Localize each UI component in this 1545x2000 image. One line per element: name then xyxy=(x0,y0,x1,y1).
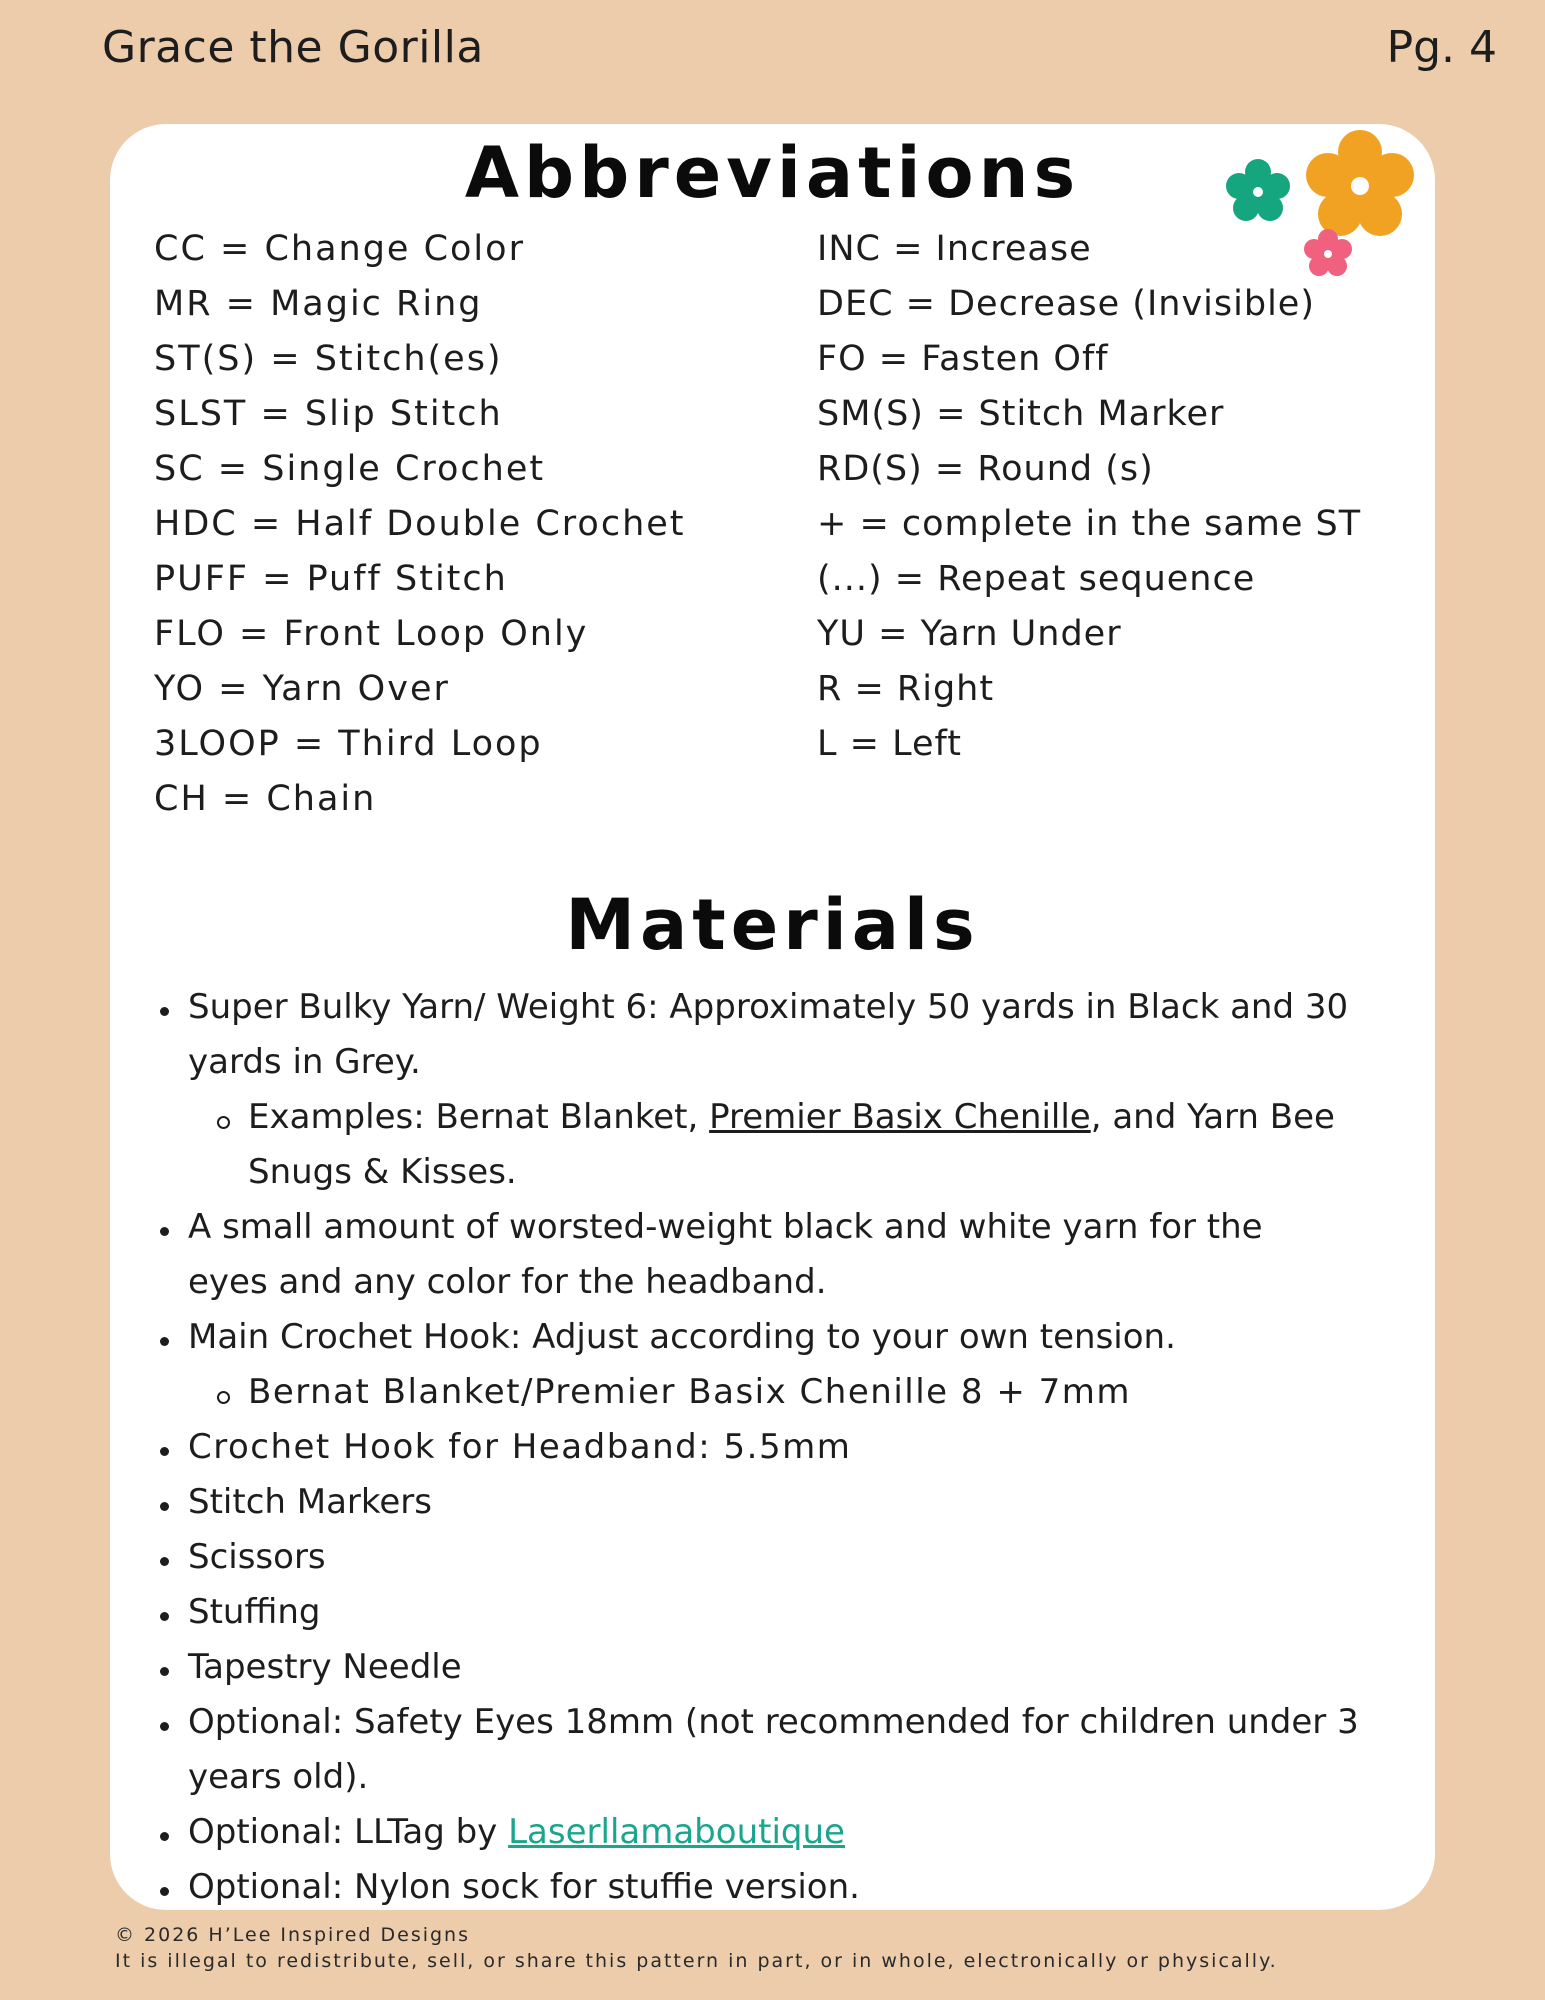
bullet-icon xyxy=(160,1557,169,1566)
bullet-icon xyxy=(160,1612,169,1621)
document-title: Grace the Gorilla xyxy=(102,22,484,73)
lltag-text: Optional: LLTag by xyxy=(188,1812,509,1852)
list-item: MR = Magic Ring xyxy=(154,284,483,324)
list-item: SLST = Slip Stitch xyxy=(154,394,503,434)
laserllamaboutique-link[interactable]: Laserllamaboutique xyxy=(508,1812,845,1852)
list-item: HDC = Half Double Crochet xyxy=(154,504,686,544)
premier-basix-chenille-link[interactable]: Premier Basix Chenille xyxy=(709,1097,1091,1137)
list-item: CC = Change Color xyxy=(154,229,525,269)
list-item: RD(S) = Round (s) xyxy=(817,449,1154,489)
list-item: CH = Chain xyxy=(154,779,377,819)
list-item xyxy=(188,1805,845,1860)
list-item: L = Left xyxy=(817,724,962,764)
abbreviations-heading: Abbreviations xyxy=(464,132,1081,214)
bullet-icon xyxy=(160,1227,169,1236)
list-item: Stitch Markers xyxy=(188,1482,432,1522)
examples-text: Examples: Bernat Blanket, xyxy=(248,1097,710,1137)
content-card xyxy=(110,124,1435,1910)
list-item: Crochet Hook for Headband: 5.5mm xyxy=(188,1427,852,1467)
abbreviations-right-list xyxy=(817,222,1361,772)
list-item: DEC = Decrease (Invisible) xyxy=(817,284,1315,324)
list-item: Stuffing xyxy=(188,1592,321,1632)
list-item: Main Crochet Hook: Adjust according to your own tension. xyxy=(188,1317,1176,1357)
bullet-icon xyxy=(160,1832,169,1841)
bullet-icon xyxy=(160,1722,169,1731)
page-header xyxy=(0,22,1545,82)
list-item-continued: Snugs & Kisses. xyxy=(248,1152,517,1192)
sub-bullet-icon xyxy=(217,1116,230,1129)
examples-text-end: , and Yarn Bee xyxy=(1090,1097,1335,1137)
copyright-text: © 2026 H’Lee Inspired Designs xyxy=(115,1924,470,1946)
list-item: FO = Fasten Off xyxy=(817,339,1109,379)
list-item-continued: yards in Grey. xyxy=(188,1042,421,1082)
bullet-icon xyxy=(160,1447,169,1456)
list-item: SM(S) = Stitch Marker xyxy=(817,394,1225,434)
list-item: YO = Yarn Over xyxy=(154,669,450,709)
list-item: A small amount of worsted-weight black and white yarn for the xyxy=(188,1207,1263,1247)
legal-notice: It is illegal to redistribute, sell, or share this pattern in part, or in whole, electronically or physically. xyxy=(115,1950,1278,1972)
sub-bullet-icon xyxy=(217,1391,230,1404)
abbreviations-left-list xyxy=(154,222,686,827)
list-item: Optional: Safety Eyes 18mm (not recommended for children under 3 xyxy=(188,1702,1359,1742)
list-item-continued: eyes and any color for the headband. xyxy=(188,1262,827,1302)
list-item: Bernat Blanket/Premier Basix Chenille 8 + 7mm xyxy=(248,1372,1131,1412)
list-item: Scissors xyxy=(188,1537,326,1577)
bullet-icon xyxy=(160,1887,169,1896)
list-item-continued: years old). xyxy=(188,1757,369,1797)
list-item: Optional: Nylon sock for stuffie version. xyxy=(188,1867,860,1907)
list-item: Tapestry Needle xyxy=(188,1647,462,1687)
bullet-icon xyxy=(160,1502,169,1511)
page-number: Pg. 4 xyxy=(1386,22,1497,73)
list-item: YU = Yarn Under xyxy=(817,614,1122,654)
list-item: SC = Single Crochet xyxy=(154,449,546,489)
bullet-icon xyxy=(160,1337,169,1346)
page-footer xyxy=(115,1922,1278,1974)
list-item: R = Right xyxy=(817,669,995,709)
list-item: FLO = Front Loop Only xyxy=(154,614,589,654)
list-item: PUFF = Puff Stitch xyxy=(154,559,508,599)
bullet-icon xyxy=(160,1007,169,1016)
list-item: Super Bulky Yarn/ Weight 6: Approximately 50 yards in Black and 30 xyxy=(188,987,1349,1027)
materials-heading: Materials xyxy=(565,884,980,966)
list-item xyxy=(248,1090,1335,1145)
list-item: (...) = Repeat sequence xyxy=(817,559,1256,599)
list-item: 3LOOP = Third Loop xyxy=(154,724,543,764)
list-item: INC = Increase xyxy=(817,229,1092,269)
bullet-icon xyxy=(160,1667,169,1676)
list-item: + = complete in the same ST xyxy=(817,504,1362,544)
list-item: ST(S) = Stitch(es) xyxy=(154,339,503,379)
